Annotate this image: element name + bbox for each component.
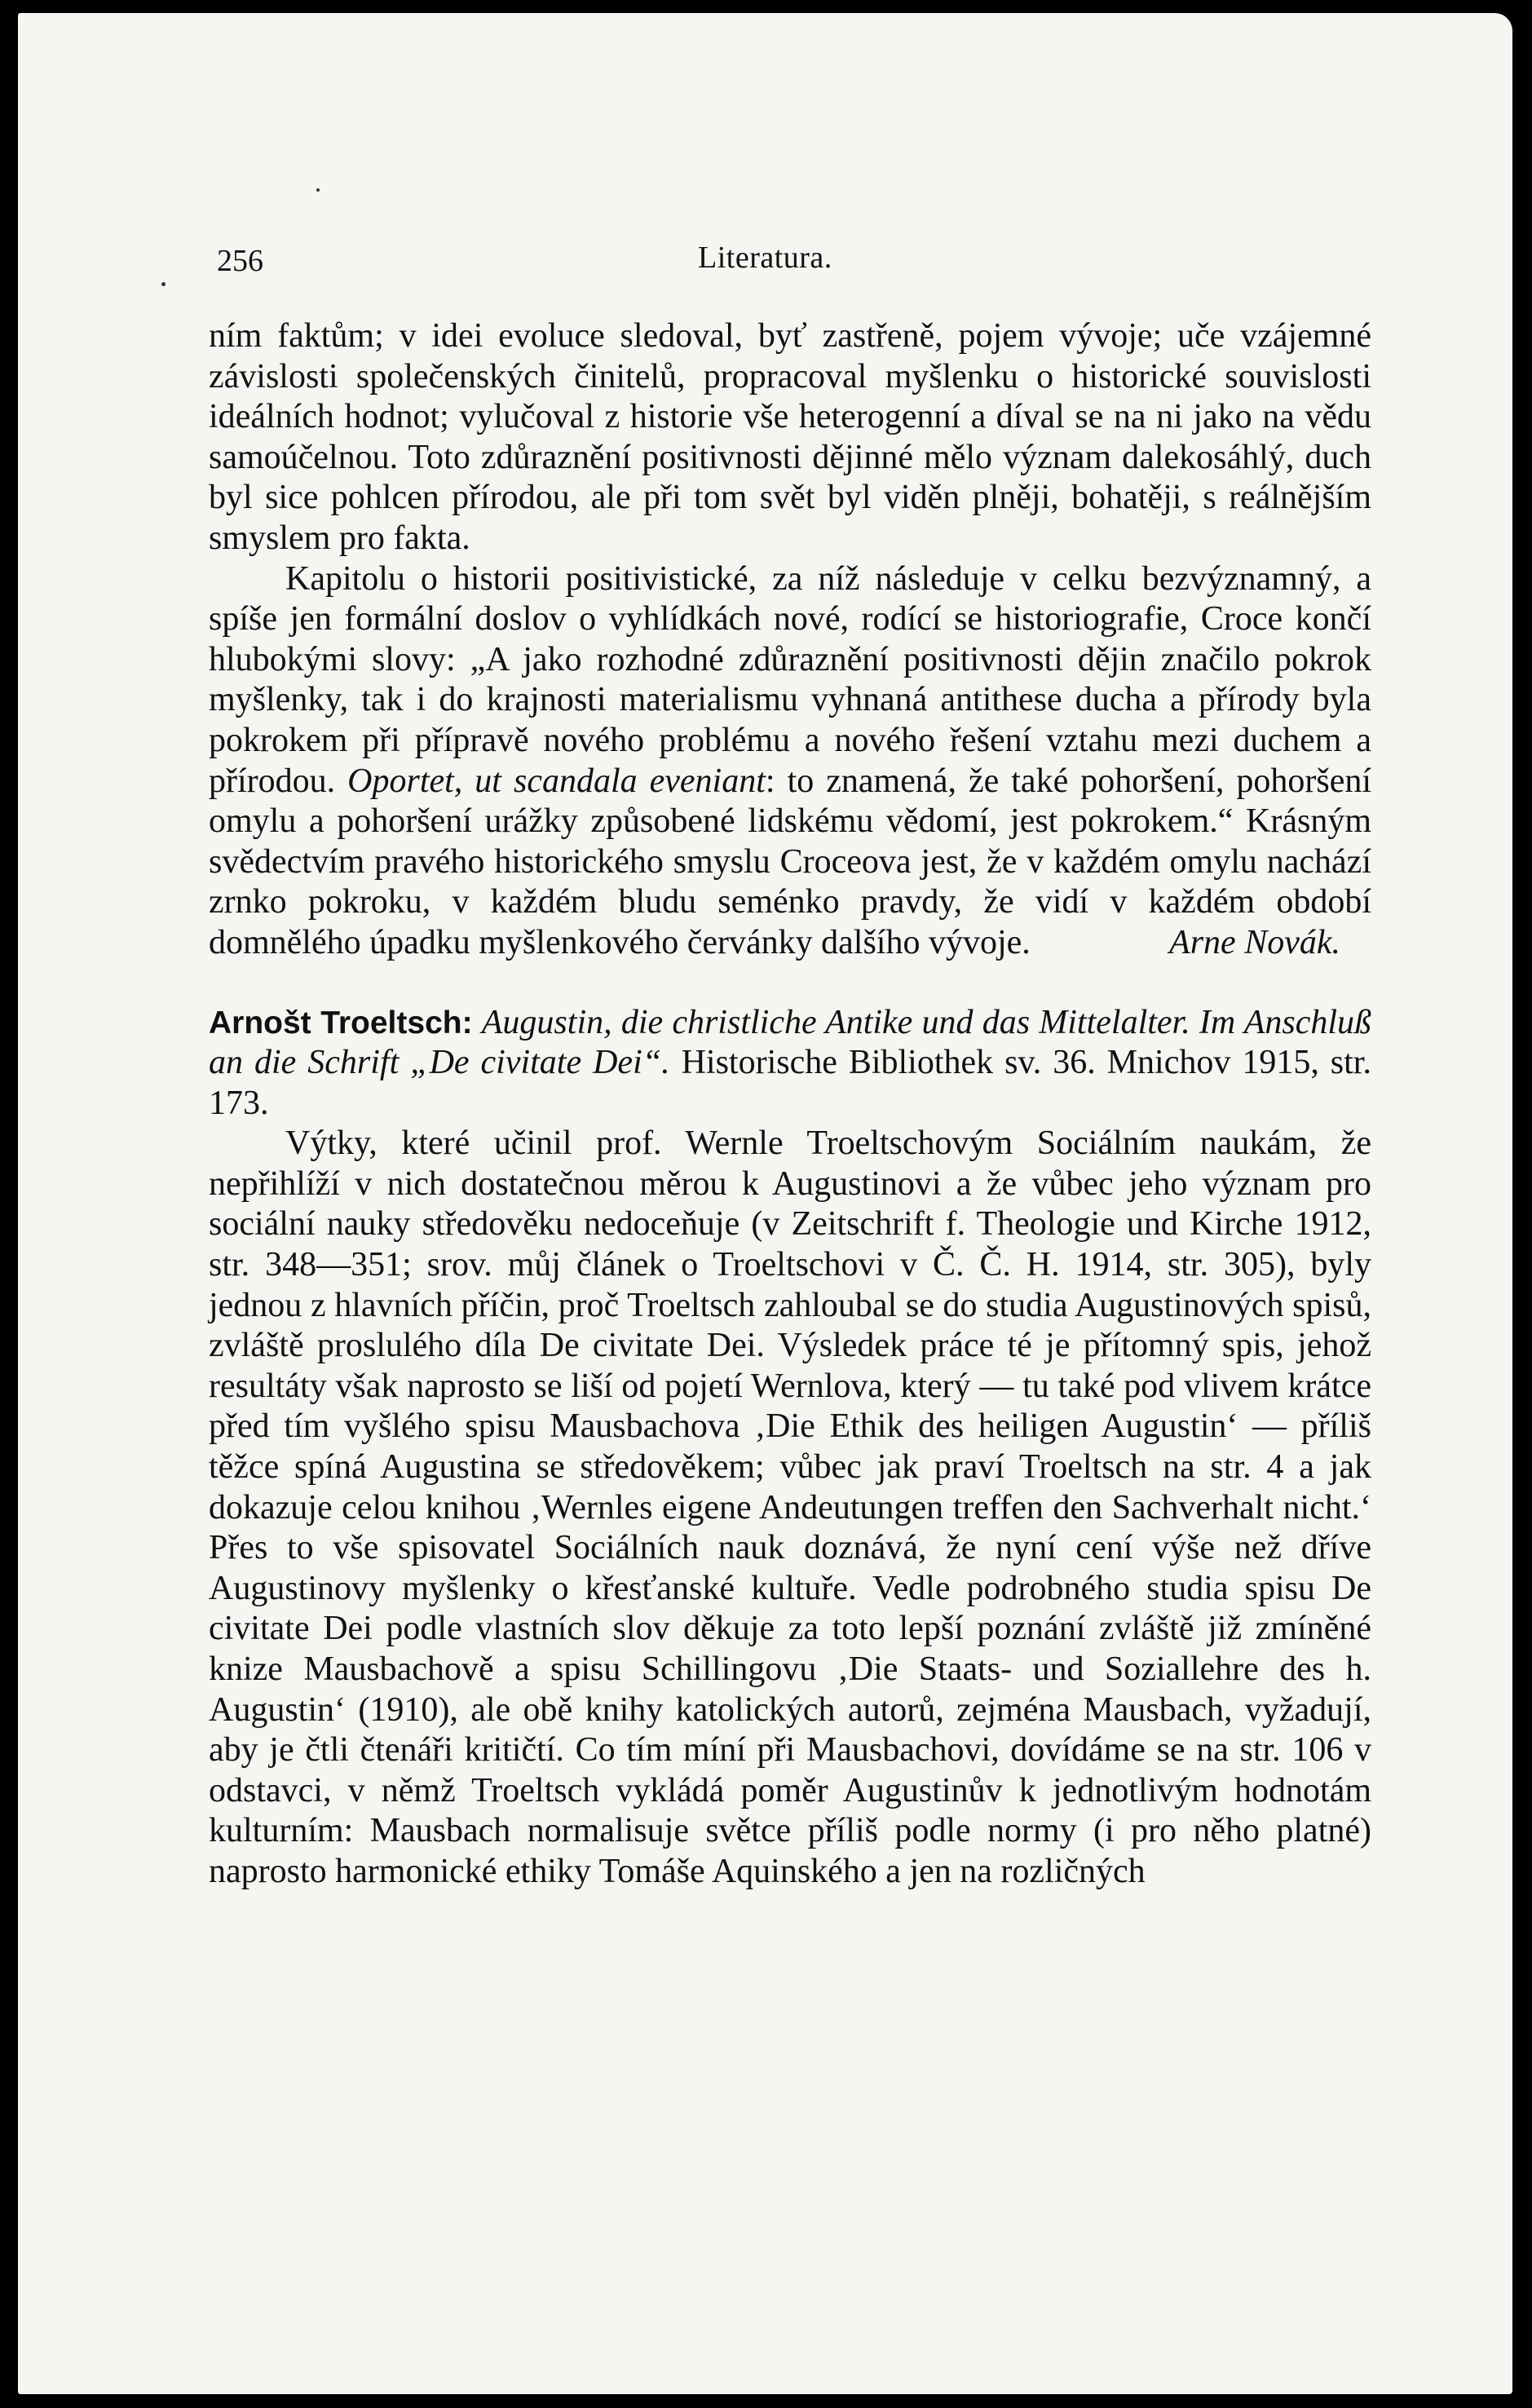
review-heading [209,1003,1371,1124]
paragraph-continuation: ním faktům; v idei evoluce sledoval, byť zastřeně, pojem vývoje; uče vzájemné závislosti společenských činitelů, propracoval myšlenku o historické souvislosti ideálních hodnot; vylučoval z historie vše heterogenní a díval se na ni jako na vědu samoúčelnou. Toto zdůraznění positivnosti dějinné mělo význam dalekosáhlý, duch byl sice pohlcen přírodou, ale při tom svět byl viděn plněji, bohatěji, s reálnějším smyslem pro fakta. [209,317,1371,557]
page-number: 256 [217,244,263,278]
running-title: Literatura. [698,241,832,275]
paragraph-croce [209,559,1371,964]
running-header [209,236,1371,287]
stray-ink-mark [316,188,320,192]
signature: Arne Novák. [1169,923,1340,961]
review-publication: Historische Bibliothek sv. 36. Mnichov 1915, str. 173. [209,1044,1371,1122]
text-column [209,236,1371,1893]
review-body: Výtky, které učinil prof. Wernle Troeltschovým Sociálním naukám, že nepřihlíží v nich dostatečnou měrou k Augustinovi a že vůbec jeho význam pro sociální nauky středověku nedoceňuje (v Zeitschrift f. Theologie und Kirche 1912, str. 348—351; srov. můj článek o Troeltschovi v Č. Č. H. 1914, str. 305), byly jednou z hlavních příčin, proč Troeltsch zahloubal se do studia Augustinových spisů, zvláště proslulého díla De civitate Dei. Výsledek práce té je přítomný spis, jehož resultáty však naprosto se liší od pojetí Wernlova, který — tu také pod vlivem krátce před tím vyšlého spisu Mausbachova ‚Die Ethik des heiligen Augustin‘ — příliš těžce spíná Augustina se středověkem; vůbec jak praví Troeltsch na str. 4 a jak dokazuje celou knihou ‚Wernles eigene Andeutungen treffen den Sachverhalt nicht.‘ Přes to vše spisovatel Sociálních nauk doznává, že nyní cení výše než dříve Augustinovy myšlenky o křesťanské kultuře. Vedle podrobného studia spisu De civitate Dei podle vlastních slov děkuje za toto lepší poznání zvláště již zmíněné knize Mausbachově a spisu Schillingovu ‚Die Staats- und Soziallehre des h. Augustin‘ (1910), ale obě knihy katolických autorů, zejména Mausbach, vyžadují, aby je čtli čtenáři kritičtí. Co tím míní při Mausbachovi, dovídáme se na str. 106 v odstavci, v němž Troeltsch vykládá poměr Augustinův k jednotlivým hodnotám kulturním: Mausbach normalisuje světce příliš podle normy (i pro něho platné) naprosto harmonické ethiky Tomáše Aquinského a jen na rozličných [209,1124,1371,1890]
stray-ink-mark [161,282,166,286]
latin-quote: Oportet, ut scandala eveniant [347,762,766,800]
croce-intro-text: Kapitolu o historii positivistické, za níž následuje v celku bezvýznamný, a spíše jen formální doslov o vyhlídkách nové, rodící se historiografie, Croce končí hlubokými slovy: „A jako rozhodné zdůraznění positivnosti dějin značilo pokrok myšlenky, tak i do krajnosti materialismu vyhnaná antithese ducha a přírody byla pokrokem při přípravě nového problému a nového řešení vztahu mezi duchem a přírodou. [209,559,1371,800]
review-author: Arnošt Troeltsch: [209,1005,473,1041]
croce-rest-text: : to znamená, že také pohoršení, pohoršení omylu a pohoršení urážky způsobené lidskému vědomí, jest pokrokem.“ Krásným svědectvím pravého historického smyslu Croceova jest, že v každém omylu nachází zrnko pokroku, v každém bludu seménko pravdy, že vidí v každém období domnělého úpadku myšlenkového červánky dalšího vývoje. [209,762,1371,961]
review-title: Augustin, die christliche Antike und das Mittelalter. Im Anschluß an die Schrift „De civitate Dei“. [209,1003,1371,1082]
body-text [209,316,1371,1893]
